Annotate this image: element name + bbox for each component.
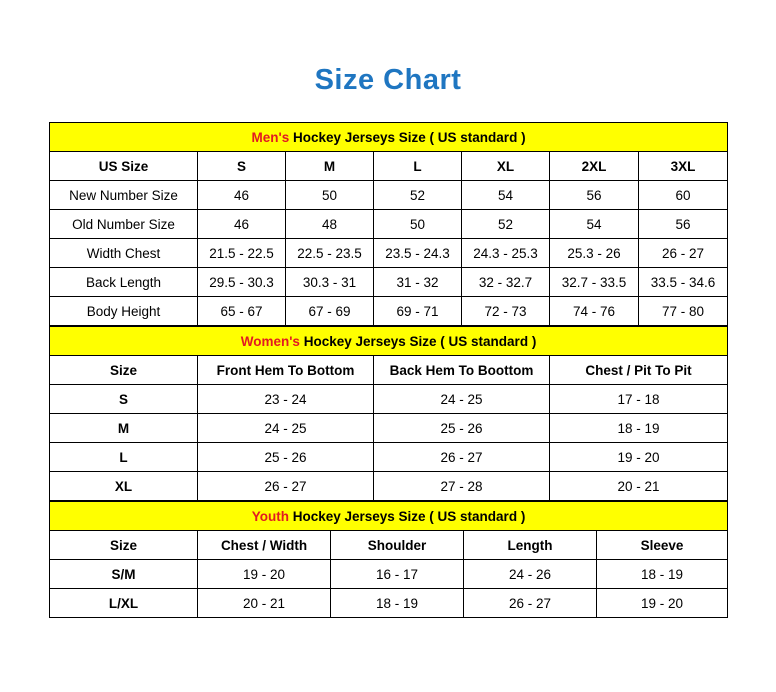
mens-cell: 31 - 32 — [374, 268, 462, 297]
mens-cell: 46 — [198, 210, 286, 239]
womens-cell: 23 - 24 — [198, 385, 374, 414]
youth-header-cell: Length — [464, 531, 597, 560]
mens-header-cell: S — [198, 152, 286, 181]
youth-size-table — [49, 501, 728, 618]
mens-row-label: Width Chest — [50, 239, 198, 268]
table-header-row — [50, 531, 728, 560]
youth-cell: 18 - 19 — [597, 560, 728, 589]
youth-cell: 26 - 27 — [464, 589, 597, 618]
table-header-row — [50, 152, 728, 181]
womens-row-label: L — [50, 443, 198, 472]
mens-row-label: Back Length — [50, 268, 198, 297]
youth-header-cell: Size — [50, 531, 198, 560]
mens-cell: 25.3 - 26 — [550, 239, 639, 268]
womens-cell: 25 - 26 — [198, 443, 374, 472]
table-banner-row — [50, 123, 728, 152]
mens-header-cell: 2XL — [550, 152, 639, 181]
womens-header-cell: Size — [50, 356, 198, 385]
table-row — [50, 210, 728, 239]
mens-cell: 77 - 80 — [639, 297, 728, 326]
youth-banner — [50, 502, 728, 531]
youth-banner-rest: Hockey Jerseys Size ( US standard ) — [288, 508, 526, 524]
mens-cell: 56 — [550, 181, 639, 210]
mens-cell: 52 — [462, 210, 550, 239]
mens-cell: 33.5 - 34.6 — [639, 268, 728, 297]
mens-header-cell: US Size — [50, 152, 198, 181]
mens-cell: 60 — [639, 181, 728, 210]
mens-cell: 65 - 67 — [198, 297, 286, 326]
youth-cell: 19 - 20 — [198, 560, 331, 589]
mens-cell: 48 — [286, 210, 374, 239]
size-chart-container — [49, 95, 727, 618]
womens-cell: 25 - 26 — [374, 414, 550, 443]
mens-cell: 32 - 32.7 — [462, 268, 550, 297]
womens-cell: 27 - 28 — [374, 472, 550, 501]
mens-cell: 50 — [374, 210, 462, 239]
womens-size-table — [49, 326, 728, 501]
table-row — [50, 268, 728, 297]
youth-cell: 20 - 21 — [198, 589, 331, 618]
mens-cell: 54 — [550, 210, 639, 239]
mens-cell: 52 — [374, 181, 462, 210]
womens-header-cell: Front Hem To Bottom — [198, 356, 374, 385]
mens-cell: 50 — [286, 181, 374, 210]
womens-cell: 19 - 20 — [550, 443, 728, 472]
mens-size-table — [49, 122, 728, 326]
mens-banner-rest: Hockey Jerseys Size ( US standard ) — [289, 129, 526, 145]
table-row — [50, 443, 728, 472]
mens-cell: 56 — [639, 210, 728, 239]
womens-row-label: XL — [50, 472, 198, 501]
mens-header-cell: XL — [462, 152, 550, 181]
mens-row-label: Old Number Size — [50, 210, 198, 239]
mens-cell: 72 - 73 — [462, 297, 550, 326]
mens-cell: 22.5 - 23.5 — [286, 239, 374, 268]
table-row — [50, 385, 728, 414]
table-banner-row — [50, 502, 728, 531]
mens-header-cell: 3XL — [639, 152, 728, 181]
mens-row-label: New Number Size — [50, 181, 198, 210]
mens-cell: 54 — [462, 181, 550, 210]
youth-cell: 18 - 19 — [331, 589, 464, 618]
youth-cell: 19 - 20 — [597, 589, 728, 618]
youth-header-cell: Chest / Width — [198, 531, 331, 560]
womens-cell: 26 - 27 — [198, 472, 374, 501]
womens-cell: 24 - 25 — [198, 414, 374, 443]
womens-row-label: M — [50, 414, 198, 443]
mens-cell: 26 - 27 — [639, 239, 728, 268]
womens-cell: 26 - 27 — [374, 443, 550, 472]
table-row — [50, 414, 728, 443]
womens-header-cell: Back Hem To Boottom — [374, 356, 550, 385]
womens-cell: 17 - 18 — [550, 385, 728, 414]
table-row — [50, 297, 728, 326]
youth-cell: 16 - 17 — [331, 560, 464, 589]
youth-cell: 24 - 26 — [464, 560, 597, 589]
mens-cell: 23.5 - 24.3 — [374, 239, 462, 268]
mens-banner — [50, 123, 728, 152]
table-header-row — [50, 356, 728, 385]
womens-cell: 20 - 21 — [550, 472, 728, 501]
mens-cell: 46 — [198, 181, 286, 210]
womens-cell: 24 - 25 — [374, 385, 550, 414]
page-title: Size Chart — [314, 64, 462, 96]
womens-header-cell: Chest / Pit To Pit — [550, 356, 728, 385]
womens-banner-rest: Hockey Jerseys Size ( US standard ) — [299, 333, 537, 349]
womens-row-label: S — [50, 385, 198, 414]
mens-cell: 21.5 - 22.5 — [198, 239, 286, 268]
mens-cell: 67 - 69 — [286, 297, 374, 326]
youth-header-cell: Sleeve — [597, 531, 728, 560]
mens-cell: 69 - 71 — [374, 297, 462, 326]
youth-header-cell: Shoulder — [331, 531, 464, 560]
youth-row-label: S/M — [50, 560, 198, 589]
womens-cell: 18 - 19 — [550, 414, 728, 443]
youth-banner-accent: Youth — [251, 508, 289, 524]
table-row — [50, 239, 728, 268]
table-row — [50, 589, 728, 618]
mens-cell: 32.7 - 33.5 — [550, 268, 639, 297]
mens-cell: 29.5 - 30.3 — [198, 268, 286, 297]
mens-header-cell: L — [374, 152, 462, 181]
table-row — [50, 181, 728, 210]
mens-row-label: Body Height — [50, 297, 198, 326]
mens-cell: 30.3 - 31 — [286, 268, 374, 297]
womens-banner — [50, 327, 728, 356]
table-row — [50, 560, 728, 589]
mens-banner-accent: Men's — [251, 129, 290, 145]
youth-row-label: L/XL — [50, 589, 198, 618]
mens-header-cell: M — [286, 152, 374, 181]
mens-cell: 24.3 - 25.3 — [462, 239, 550, 268]
womens-banner-accent: Women's — [240, 333, 300, 349]
table-row — [50, 472, 728, 501]
table-banner-row — [50, 327, 728, 356]
mens-cell: 74 - 76 — [550, 297, 639, 326]
